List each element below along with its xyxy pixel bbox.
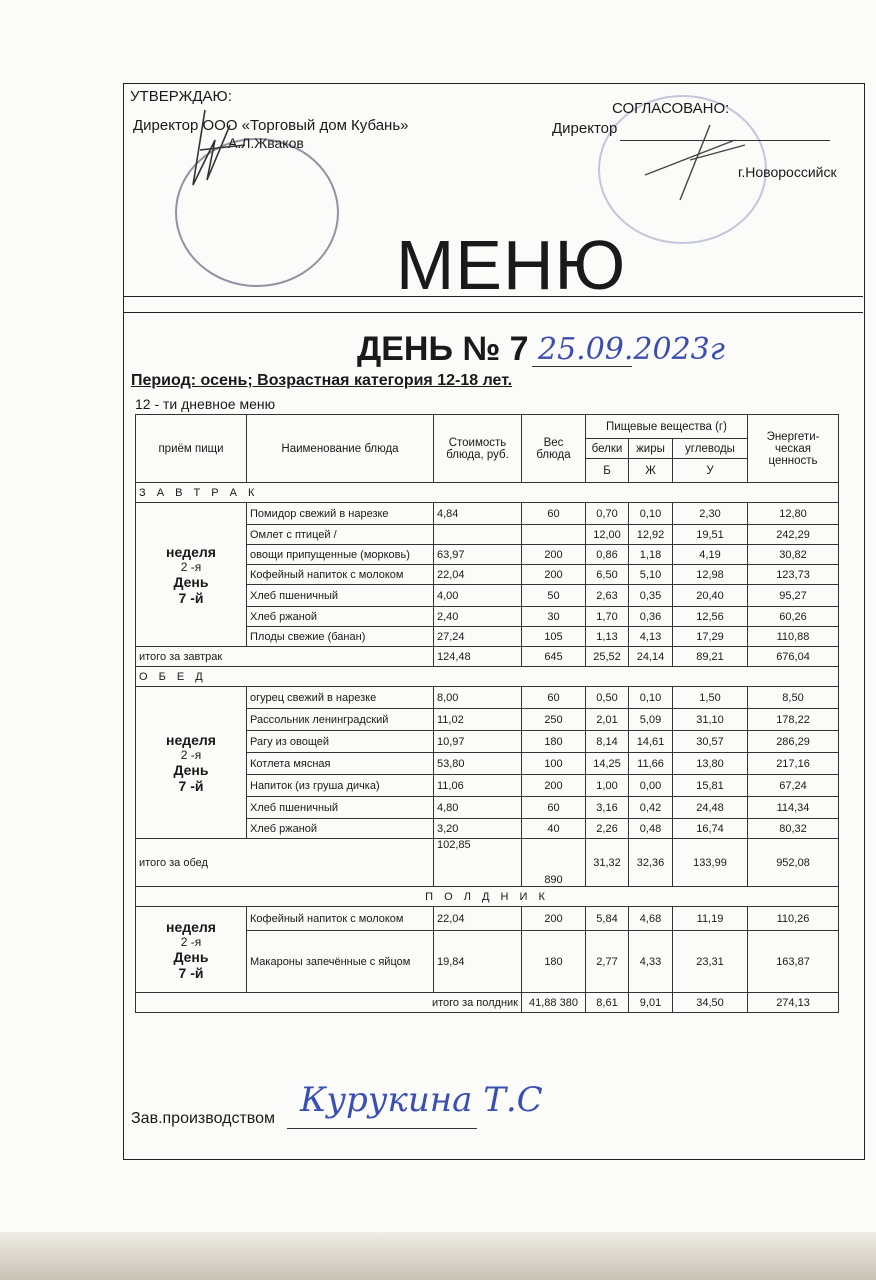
cell-energy: 8,50	[748, 687, 839, 709]
cell-u: 15,81	[673, 775, 748, 797]
table-row	[136, 687, 839, 709]
agree-title: СОГЛАСОВАНО:	[612, 100, 730, 117]
cell-zh: 0,00	[629, 775, 673, 797]
cell-dish: Рагу из овощей	[247, 731, 434, 753]
cell-zh: 1,18	[629, 545, 673, 565]
meal-cell	[136, 503, 247, 647]
lunch-total-weight: 890	[522, 839, 586, 887]
snack-total-zh: 9,01	[629, 993, 673, 1013]
cell-dish: Кофейный напиток с молоком	[247, 907, 434, 931]
cell-zh: 4,68	[629, 907, 673, 931]
cell-dish: Напиток (из груша дичка)	[247, 775, 434, 797]
meal-day_num: 7 -й	[178, 589, 204, 606]
cell-energy: 114,34	[748, 797, 839, 819]
cell-cost: 22,04	[434, 565, 522, 585]
cell-dish: Плоды свежие (банан)	[247, 627, 434, 647]
col-energy: Энергети-ческая ценность	[748, 415, 839, 483]
breakfast-total-b: 25,52	[586, 647, 629, 667]
cell-energy: 30,82	[748, 545, 839, 565]
snack-total-weight: 380	[559, 996, 578, 1009]
agree-director-line: Директор	[552, 120, 618, 137]
col-dish: Наименование блюда	[247, 415, 434, 483]
lunch-rows	[136, 687, 839, 839]
col-zh: Ж	[629, 459, 673, 483]
approve-name: А.Л.Жваков	[228, 135, 304, 151]
cell-zh: 0,36	[629, 607, 673, 627]
cell-b: 14,25	[586, 753, 629, 775]
lunch-total-label: итого за обед	[136, 839, 434, 887]
snack-total-cost-weight	[522, 993, 586, 1013]
cell-u: 2,30	[673, 503, 748, 525]
meal-day: День	[173, 948, 209, 965]
cell-cost: 11,02	[434, 709, 522, 731]
meal-week: неделя	[166, 731, 216, 748]
day-date: 25.09.2023г	[538, 332, 725, 367]
breakfast-total-cost: 124,48	[434, 647, 522, 667]
meal-day: День	[173, 573, 209, 590]
cell-u: 19,51	[673, 525, 748, 545]
col-weight: Вес блюда	[522, 415, 586, 483]
cell-u: 13,80	[673, 753, 748, 775]
cell-weight: 50	[522, 585, 586, 607]
cell-b: 8,14	[586, 731, 629, 753]
cell-zh: 0,42	[629, 797, 673, 819]
lunch-total-zh: 32,36	[629, 839, 673, 887]
footer-signature-line	[287, 1128, 477, 1129]
cell-zh: 14,61	[629, 731, 673, 753]
cell-cost: 10,97	[434, 731, 522, 753]
snack-total-b: 8,61	[586, 993, 629, 1013]
breakfast-total-zh: 24,14	[629, 647, 673, 667]
cell-dish: Хлеб пшеничный	[247, 797, 434, 819]
cell-dish: Кофейный напиток с молоком	[247, 565, 434, 585]
cell-b: 1,00	[586, 775, 629, 797]
title-rule-2	[123, 312, 863, 313]
menu-type: 12 - ти дневное меню	[135, 396, 276, 412]
cell-zh: 0,48	[629, 819, 673, 839]
cell-energy: 123,73	[748, 565, 839, 585]
cell-b: 1,70	[586, 607, 629, 627]
cell-u: 11,19	[673, 907, 748, 931]
cell-u: 24,48	[673, 797, 748, 819]
breakfast-total-energy: 676,04	[748, 647, 839, 667]
meal-week: неделя	[166, 918, 216, 935]
cell-dish: огурец свежий в нарезке	[247, 687, 434, 709]
col-u: У	[673, 459, 748, 483]
lunch-total-energy: 952,08	[748, 839, 839, 887]
cell-dish: Омлет с птицей /	[247, 525, 434, 545]
cell-weight: 100	[522, 753, 586, 775]
lunch-total-u: 133,99	[673, 839, 748, 887]
page-title: МЕНЮ	[396, 226, 627, 304]
title-rule	[123, 296, 863, 297]
cell-dish: Рассольник ленинградский	[247, 709, 434, 731]
cell-dish: Котлета мясная	[247, 753, 434, 775]
cell-b: 2,01	[586, 709, 629, 731]
cell-weight: 180	[522, 931, 586, 993]
cell-zh: 12,92	[629, 525, 673, 545]
meal-week_num: 2 -я	[180, 747, 202, 762]
cell-zh: 4,33	[629, 931, 673, 993]
meal-cell	[136, 907, 247, 993]
cell-weight	[522, 525, 586, 545]
lunch-total-b: 31,32	[586, 839, 629, 887]
cell-u: 12,56	[673, 607, 748, 627]
section-snack: П О Л Д Н И К	[136, 887, 839, 907]
cell-b: 0,86	[586, 545, 629, 565]
cell-cost: 8,00	[434, 687, 522, 709]
cell-weight: 105	[522, 627, 586, 647]
cell-energy: 67,24	[748, 775, 839, 797]
cell-u: 16,74	[673, 819, 748, 839]
cell-u: 1,50	[673, 687, 748, 709]
cell-b: 3,16	[586, 797, 629, 819]
col-carbs: углеводы	[673, 439, 748, 459]
meal-week: неделя	[166, 543, 216, 560]
cell-weight: 180	[522, 731, 586, 753]
agree-signature	[640, 115, 750, 205]
cell-cost: 22,04	[434, 907, 522, 931]
cell-b: 5,84	[586, 907, 629, 931]
cell-weight: 40	[522, 819, 586, 839]
approve-signature	[185, 105, 265, 190]
cell-u: 4,19	[673, 545, 748, 565]
snack-total-label: итого за полдник	[136, 993, 522, 1013]
menu-table	[135, 414, 839, 1013]
cell-energy: 217,16	[748, 753, 839, 775]
cell-b: 1,13	[586, 627, 629, 647]
cell-b: 12,00	[586, 525, 629, 545]
period-label: Период: осень; Возрастная категория 12-18 лет.	[131, 372, 513, 389]
footer-signature: Курукина Т.С	[300, 1080, 543, 1120]
section-lunch: О Б Е Д	[136, 667, 839, 687]
meal-cell	[136, 687, 247, 839]
cell-zh: 11,66	[629, 753, 673, 775]
table-row	[136, 907, 839, 931]
col-proteins: белки	[586, 439, 629, 459]
cell-dish: Хлеб ржаной	[247, 819, 434, 839]
cell-dish: Хлеб ржаной	[247, 607, 434, 627]
section-breakfast: З А В Т Р А К	[136, 483, 839, 503]
cell-energy: 163,87	[748, 931, 839, 993]
cell-b: 0,50	[586, 687, 629, 709]
approve-title: УТВЕРЖДАЮ:	[130, 88, 232, 105]
snack-total-energy: 274,13	[748, 993, 839, 1013]
cell-energy: 12,80	[748, 503, 839, 525]
cell-weight: 60	[522, 503, 586, 525]
breakfast-total-label: итого за завтрак	[136, 647, 434, 667]
cell-dish: Макароны запечённые с яйцом	[247, 931, 434, 993]
cell-u: 30,57	[673, 731, 748, 753]
footer-label: Зав.производством	[131, 1110, 275, 1127]
col-fats: жиры	[629, 439, 673, 459]
cell-weight: 60	[522, 797, 586, 819]
cell-dish: овощи припущенные (морковь)	[247, 545, 434, 565]
cell-weight: 200	[522, 907, 586, 931]
cell-cost: 11,06	[434, 775, 522, 797]
cell-cost	[434, 525, 522, 545]
meal-day_num: 7 -й	[178, 964, 204, 981]
cell-weight: 200	[522, 545, 586, 565]
day-label: ДЕНЬ № 7	[357, 330, 529, 368]
cell-b: 6,50	[586, 565, 629, 585]
col-nutrients: Пищевые вещества (г)	[586, 415, 748, 439]
cell-weight: 30	[522, 607, 586, 627]
lunch-total-cost: 102,85	[434, 839, 522, 887]
snack-total-cost: 41,88	[529, 996, 557, 1009]
cell-energy: 110,88	[748, 627, 839, 647]
cell-zh: 0,10	[629, 687, 673, 709]
meal-week_num: 2 -я	[180, 559, 202, 574]
cell-energy: 242,29	[748, 525, 839, 545]
cell-cost: 19,84	[434, 931, 522, 993]
cell-weight: 60	[522, 687, 586, 709]
cell-energy: 178,22	[748, 709, 839, 731]
col-cost: Стоимость блюда, руб.	[434, 415, 522, 483]
cell-zh: 0,35	[629, 585, 673, 607]
meal-day: День	[173, 761, 209, 778]
col-meal: приём пищи	[136, 415, 247, 483]
table-row	[136, 503, 839, 525]
cell-zh: 5,09	[629, 709, 673, 731]
cell-energy: 286,29	[748, 731, 839, 753]
approve-director-line: Директор ООО «Торговый дом Кубань»	[133, 117, 409, 134]
cell-cost: 4,84	[434, 503, 522, 525]
cell-cost: 3,20	[434, 819, 522, 839]
cell-u: 31,10	[673, 709, 748, 731]
cell-b: 2,63	[586, 585, 629, 607]
cell-u: 12,98	[673, 565, 748, 585]
cell-dish: Хлеб пшеничный	[247, 585, 434, 607]
cell-energy: 80,32	[748, 819, 839, 839]
breakfast-total-weight: 645	[522, 647, 586, 667]
page-shadow	[0, 1232, 876, 1280]
cell-zh: 0,10	[629, 503, 673, 525]
meal-day_num: 7 -й	[178, 777, 204, 794]
cell-weight: 250	[522, 709, 586, 731]
cell-cost: 2,40	[434, 607, 522, 627]
breakfast-rows	[136, 503, 839, 647]
cell-energy: 110,26	[748, 907, 839, 931]
cell-b: 2,26	[586, 819, 629, 839]
cell-cost: 4,00	[434, 585, 522, 607]
cell-u: 23,31	[673, 931, 748, 993]
agree-city: г.Новороссийск	[738, 164, 837, 180]
cell-cost: 4,80	[434, 797, 522, 819]
cell-zh: 5,10	[629, 565, 673, 585]
snack-rows	[136, 907, 839, 993]
cell-cost: 53,80	[434, 753, 522, 775]
cell-dish: Помидор свежий в нарезке	[247, 503, 434, 525]
cell-energy: 60,26	[748, 607, 839, 627]
cell-u: 17,29	[673, 627, 748, 647]
cell-energy: 95,27	[748, 585, 839, 607]
col-b: Б	[586, 459, 629, 483]
snack-total-u: 34,50	[673, 993, 748, 1013]
cell-b: 2,77	[586, 931, 629, 993]
cell-weight: 200	[522, 565, 586, 585]
breakfast-total-u: 89,21	[673, 647, 748, 667]
cell-u: 20,40	[673, 585, 748, 607]
cell-b: 0,70	[586, 503, 629, 525]
meal-week_num: 2 -я	[180, 934, 202, 949]
cell-cost: 27,24	[434, 627, 522, 647]
cell-zh: 4,13	[629, 627, 673, 647]
cell-weight: 200	[522, 775, 586, 797]
cell-cost: 63,97	[434, 545, 522, 565]
